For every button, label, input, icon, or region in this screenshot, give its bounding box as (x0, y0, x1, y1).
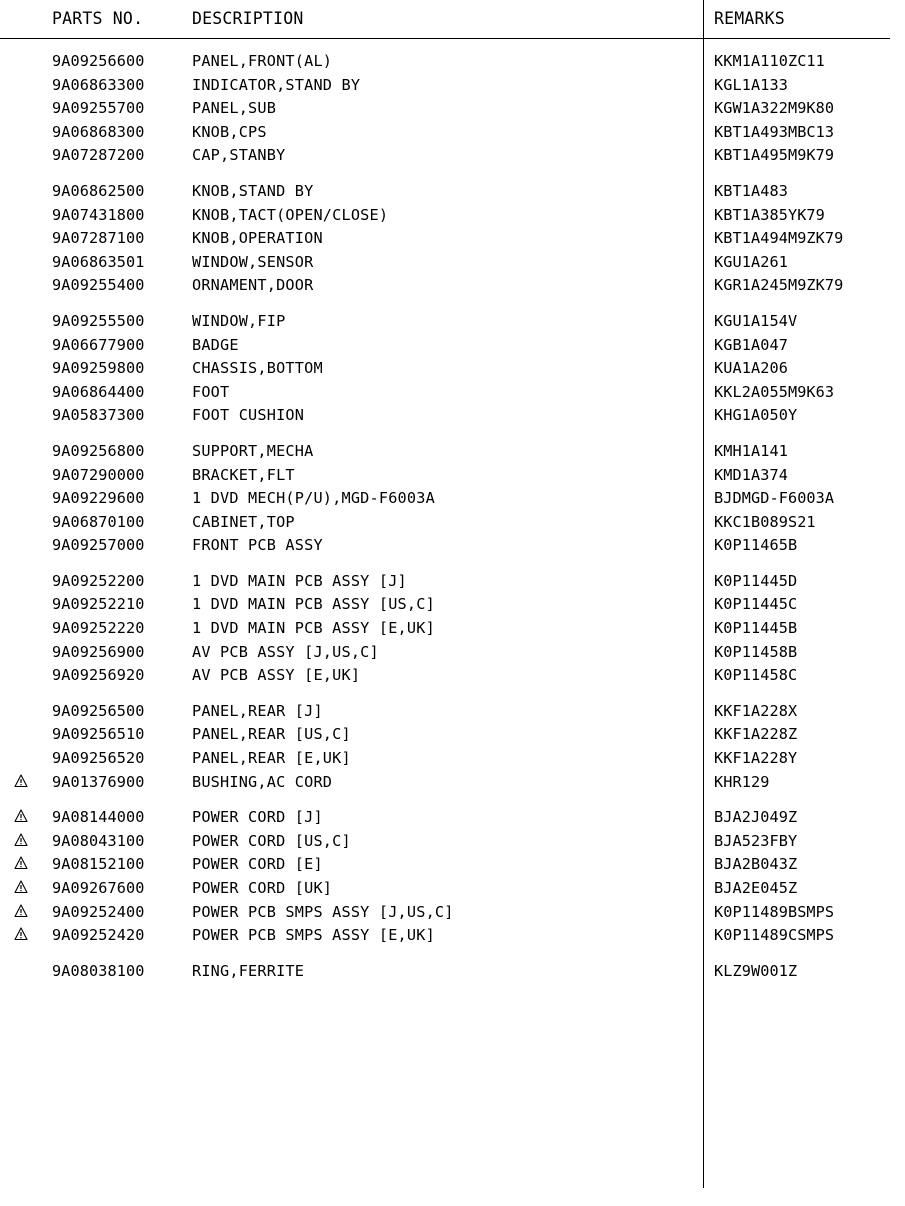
part-remarks: KKF1A228Z (714, 725, 798, 744)
part-description: BUSHING,AC CORD (192, 772, 333, 791)
part-remarks: KBT1A385YK79 (714, 205, 825, 224)
part-description: PANEL,REAR [US,C] (192, 725, 351, 744)
part-remarks: KGU1A154V (714, 311, 798, 330)
part-description: FOOT (192, 382, 230, 401)
table-row (0, 464, 890, 488)
part-remarks: KBT1A494M9ZK79 (714, 229, 844, 248)
part-description: PANEL,REAR [J] (192, 701, 323, 720)
table-row (0, 511, 890, 535)
part-number: 9A09252210 (52, 595, 145, 614)
part-remarks: KKL2A055M9K63 (714, 382, 835, 401)
part-number: 9A06862500 (52, 181, 145, 200)
part-number: 9A07290000 (52, 465, 145, 484)
warning-cell (14, 924, 36, 948)
warning-cell (14, 901, 36, 925)
part-description: 1 DVD MAIN PCB ASSY [US,C] (192, 595, 435, 614)
part-number: 9A08152100 (52, 855, 145, 874)
part-number: 9A06863300 (52, 75, 145, 94)
part-description: 1 DVD MECH(P/U),MGD-F6003A (192, 489, 435, 508)
table-row (0, 641, 890, 665)
part-description: CABINET,TOP (192, 512, 295, 531)
warning-triangle-icon (14, 833, 28, 847)
part-number: 9A08043100 (52, 831, 145, 850)
part-description: ORNAMENT,DOOR (192, 276, 314, 295)
table-row (0, 381, 890, 405)
table-row (0, 853, 890, 877)
table-row (0, 357, 890, 381)
part-description: WINDOW,FIP (192, 311, 286, 330)
part-number: 9A09256500 (52, 701, 145, 720)
part-number: 9A07287200 (52, 146, 145, 165)
part-description: CAP,STANBY (192, 146, 286, 165)
part-description: CHASSIS,BOTTOM (192, 359, 323, 378)
part-remarks: KBT1A483 (714, 181, 788, 200)
part-number: 9A07287100 (52, 229, 145, 248)
table-row (0, 830, 890, 854)
part-remarks: BJA2J049Z (714, 808, 798, 827)
part-number: 9A09255500 (52, 311, 145, 330)
part-remarks: KGW1A322M9K80 (714, 99, 835, 118)
part-description: PANEL,SUB (192, 99, 277, 118)
table-row (0, 570, 890, 594)
table-row (0, 487, 890, 511)
part-number: 9A05837300 (52, 406, 145, 425)
part-remarks: BJA2E045Z (714, 879, 798, 897)
part-description: POWER PCB SMPS ASSY [J,US,C] (192, 902, 454, 921)
header-remarks: REMARKS (714, 9, 785, 28)
part-number: 9A09256600 (52, 52, 145, 70)
part-description: SUPPORT,MECHA (192, 441, 314, 460)
part-description: KNOB,OPERATION (192, 229, 323, 248)
table-row (0, 924, 890, 948)
table-row (0, 227, 890, 251)
part-remarks: KHR129 (714, 772, 770, 791)
part-remarks: KGL1A133 (714, 75, 788, 94)
header-description: DESCRIPTION (192, 9, 304, 28)
part-remarks: KBT1A495M9K79 (714, 146, 835, 165)
part-description: PANEL,REAR [E,UK] (192, 749, 351, 768)
part-description: 1 DVD MAIN PCB ASSY [E,UK] (192, 619, 435, 638)
table-row (0, 97, 890, 121)
part-description: BADGE (192, 335, 239, 354)
table-row (0, 121, 890, 145)
table-row (0, 593, 890, 617)
table-row (0, 771, 890, 795)
table-row (0, 274, 890, 298)
table-row (0, 617, 890, 641)
table-row (0, 334, 890, 358)
table-row (0, 310, 890, 334)
table-row (0, 144, 890, 168)
part-number: 9A06870100 (52, 512, 145, 531)
part-remarks: K0P11465B (714, 536, 798, 555)
part-number: 9A09256900 (52, 642, 145, 661)
part-description: KNOB,TACT(OPEN/CLOSE) (192, 205, 389, 224)
part-description: WINDOW,SENSOR (192, 252, 314, 271)
warning-cell (14, 877, 36, 901)
part-number: 9A09267600 (52, 879, 145, 897)
part-remarks: BJA2B043Z (714, 855, 798, 874)
part-remarks: KUA1A206 (714, 359, 788, 378)
table-row (0, 723, 890, 747)
part-remarks: KKF1A228Y (714, 749, 798, 768)
part-remarks: K0P11458B (714, 642, 798, 661)
part-number: 9A09252200 (52, 571, 145, 590)
part-description: RING,FERRITE (192, 961, 305, 980)
part-remarks: K0P11445C (714, 595, 798, 614)
part-remarks: K0P11489BSMPS (714, 902, 835, 921)
part-remarks: KKC1B089S21 (714, 512, 816, 531)
table-row (0, 901, 890, 925)
part-number: 9A09256520 (52, 749, 145, 768)
warning-triangle-icon (14, 904, 28, 918)
table-header (0, 0, 890, 39)
part-description: KNOB,STAND BY (192, 181, 314, 200)
part-description: POWER CORD [US,C] (192, 831, 351, 850)
table-row (0, 664, 890, 688)
part-description: 1 DVD MAIN PCB ASSY [J] (192, 571, 407, 590)
part-description: FRONT PCB ASSY (192, 536, 323, 555)
part-description: FOOT CUSHION (192, 406, 305, 425)
warning-cell (14, 806, 36, 830)
part-number: 9A07431800 (52, 205, 145, 224)
part-number: 9A06864400 (52, 382, 145, 401)
part-description: KNOB,CPS (192, 122, 267, 141)
table-row (0, 877, 890, 901)
part-remarks: K0P11489CSMPS (714, 926, 835, 945)
table-row (0, 747, 890, 771)
part-number: 9A09252420 (52, 926, 145, 945)
part-description: POWER CORD [UK] (192, 879, 333, 897)
part-number: 9A09257000 (52, 536, 145, 555)
table-row (0, 534, 890, 558)
part-remarks: KKF1A228X (714, 701, 798, 720)
warning-cell (14, 853, 36, 877)
part-remarks: KLZ9W001Z (714, 961, 798, 980)
part-description: AV PCB ASSY [E,UK] (192, 666, 361, 685)
part-number: 9A08038100 (52, 961, 145, 980)
table-row (0, 204, 890, 228)
parts-table-body (0, 50, 890, 983)
part-number: 9A09255700 (52, 99, 145, 118)
part-description: INDICATOR,STAND BY (192, 75, 361, 94)
table-row (0, 404, 890, 428)
table-row (0, 960, 890, 984)
part-remarks: K0P11458C (714, 666, 798, 685)
part-remarks: KMD1A374 (714, 465, 788, 484)
table-row (0, 251, 890, 275)
part-number: 9A09252220 (52, 619, 145, 638)
part-description: POWER CORD [J] (192, 808, 323, 827)
part-number: 9A09255400 (52, 276, 145, 295)
table-row (0, 440, 890, 464)
part-description: POWER CORD [E] (192, 855, 323, 874)
table-row (0, 180, 890, 204)
warning-triangle-icon (14, 856, 28, 870)
part-description: POWER PCB SMPS ASSY [E,UK] (192, 926, 435, 945)
part-remarks: KBT1A493MBC13 (714, 122, 835, 141)
warning-triangle-icon (14, 774, 28, 788)
part-description: AV PCB ASSY [J,US,C] (192, 642, 379, 661)
warning-triangle-icon (14, 927, 28, 941)
part-remarks: BJDMGD-F6003A (714, 489, 835, 508)
part-number: 9A09252400 (52, 902, 145, 921)
warning-cell (14, 830, 36, 854)
part-number: 9A09259800 (52, 359, 145, 378)
part-number: 9A09256510 (52, 725, 145, 744)
part-description: PANEL,FRONT(AL) (192, 52, 333, 70)
part-number: 9A06868300 (52, 122, 145, 141)
part-number: 9A06677900 (52, 335, 145, 354)
part-number: 9A06863501 (52, 252, 145, 271)
part-number: 9A09256920 (52, 666, 145, 685)
table-row (0, 74, 890, 98)
part-remarks: KGB1A047 (714, 335, 788, 354)
warning-cell (14, 771, 36, 795)
table-row (0, 806, 890, 830)
warning-triangle-icon (14, 880, 28, 894)
part-remarks: KMH1A141 (714, 441, 788, 460)
warning-triangle-icon (14, 809, 28, 823)
part-description: BRACKET,FLT (192, 465, 295, 484)
table-row (0, 700, 890, 724)
part-remarks: BJA523FBY (714, 831, 798, 850)
part-remarks: KGR1A245M9ZK79 (714, 276, 844, 295)
part-number: 9A01376900 (52, 772, 145, 791)
header-parts-no: PARTS NO. (52, 9, 144, 28)
part-number: 9A08144000 (52, 808, 145, 827)
part-number: 9A09256800 (52, 441, 145, 460)
part-remarks: K0P11445D (714, 571, 798, 590)
part-number: 9A09229600 (52, 489, 145, 508)
part-remarks: KKM1A110ZC11 (714, 52, 825, 70)
table-row (0, 50, 890, 74)
part-remarks: KHG1A050Y (714, 406, 798, 425)
part-remarks: KGU1A261 (714, 252, 788, 271)
part-remarks: K0P11445B (714, 619, 798, 638)
